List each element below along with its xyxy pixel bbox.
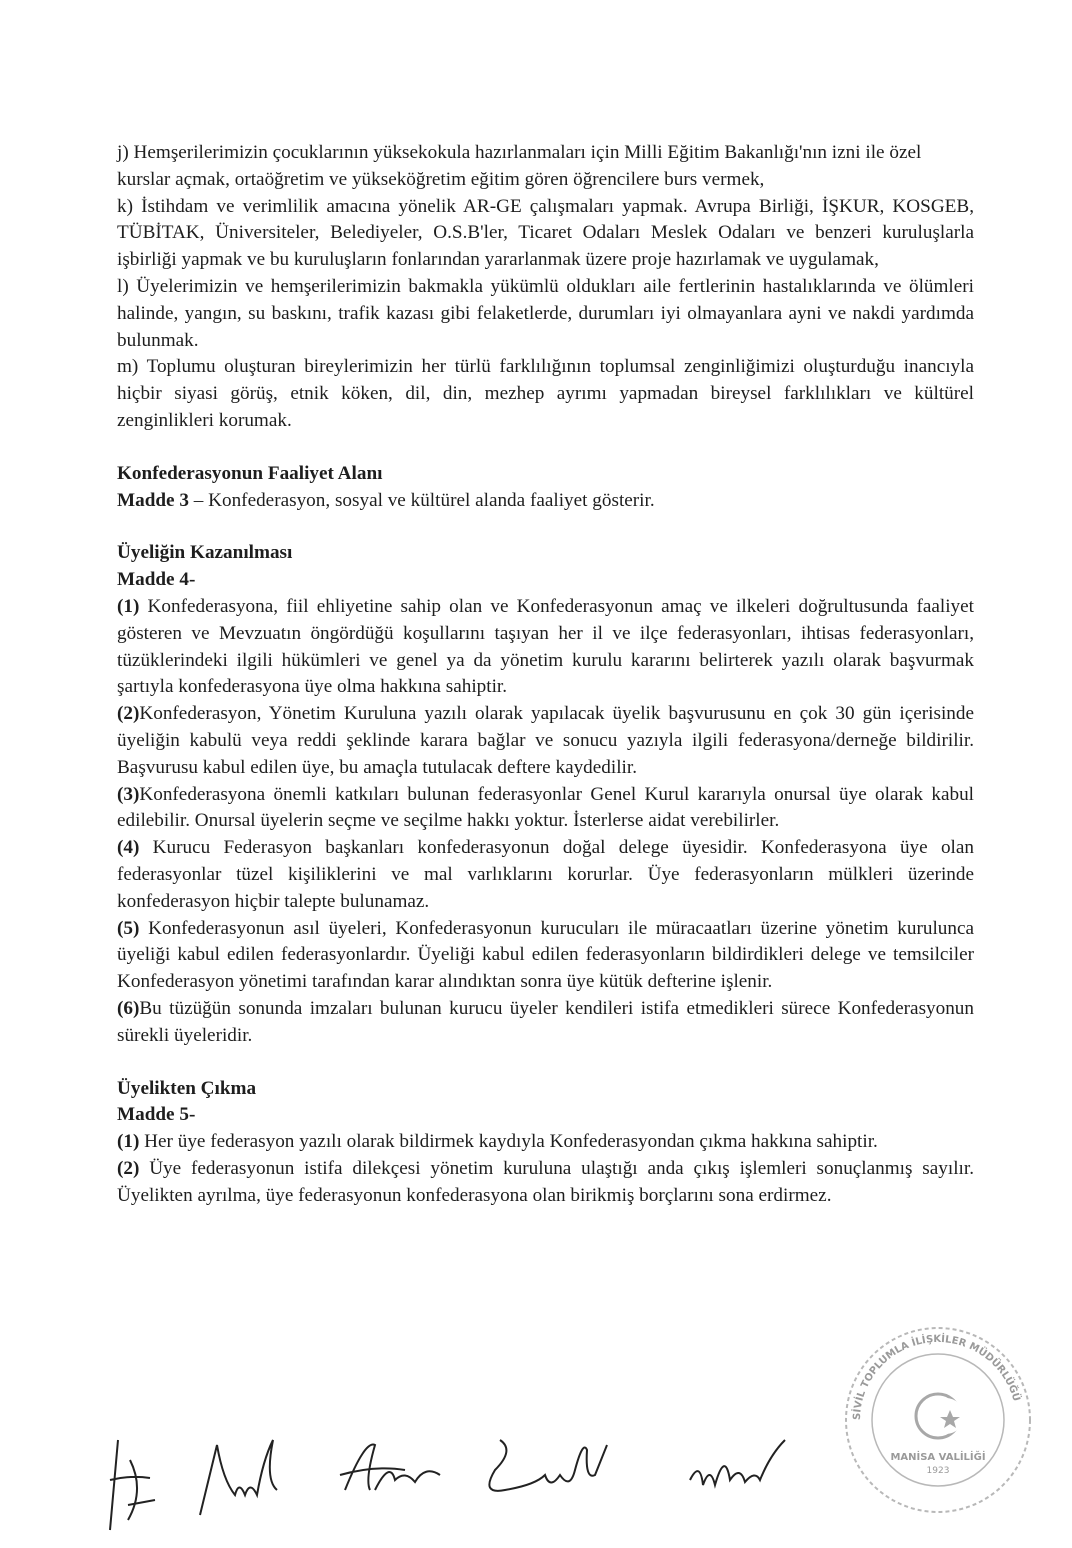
- signature-2: [195, 1420, 285, 1540]
- section-madde-5: [117, 1076, 974, 1210]
- madde-4-item-5: [117, 916, 974, 996]
- item-text: Konfederasyon, Yönetim Kuruluna yazılı olarak yapılacak üyelik başvurusunu en çok 30 gün içerisinde üyeliğin kabulü veya reddi şeklinde karara bağlar ve sonucu yazıyla ilgili federasyona/derneğe bildirilir. Başvurusu kabul edilen üye, bu amaçla tutulacak deftere kaydedilir.: [117, 703, 974, 778]
- paragraph-m: m) Toplumu oluşturan bireylerimizin her türlü farklılığının toplumsal zenginliğimizi oluşturduğu inancıyla hiçbir siyasi görüş, etnik köken, dil, din, mezhep ayrımı yapmadan bireysel farklılıkları ve kültürel zenginlikleri korumak.: [117, 356, 974, 431]
- madde-5-item-1: [117, 1129, 974, 1156]
- stamp-year: 1923: [926, 1466, 950, 1476]
- madde-5-label: Madde 5-: [117, 1104, 196, 1126]
- item-text: Konfederasyonun asıl üyeleri, Konfederasyonun kurucuları ile müracaatları üzerine yönetim kurulunca üyeliği kabul edilen federasyonlardır. Üyeliği kabul edilen federasyonların bildirdikleri delege ve temsilciler Konfederasyon yönetimi tarafından karar alındıktan sonra üye kütük defterine işlenir.: [117, 917, 974, 993]
- item-text: Konfederasyona önemli katkıları bulunan federasyonlar Genel Kurul kararıyla onursal üye olarak kabul edilebilir. Onursal üyelerin seçme ve seçilme hakkı yoktur. İsterlerse aidat verebilirler.: [117, 783, 974, 832]
- item-number: (3): [117, 783, 140, 805]
- document-body: [117, 140, 974, 1209]
- item-number: (2): [117, 703, 140, 725]
- official-stamp: [838, 1320, 1038, 1520]
- paragraph-j: j) Hemşerilerimizin çocuklarının yüksekokula hazırlanmaları için Milli Eğitim Bakanlığı'nın izni ile özel kurslar açmak, ortaöğretim ve yükseköğretim eğitim gören öğrencilere burs vermek,: [117, 142, 922, 190]
- section-heading-faaliyet: Konfederasyonun Faaliyet Alanı: [117, 462, 383, 484]
- madde-4-item-1: [117, 594, 974, 701]
- madde-3-label: Madde 3: [117, 489, 189, 511]
- madde-4-item-3: [117, 782, 974, 836]
- paragraph-k: k) İstihdam ve verimlilik amacına yönelik AR-GE çalışmaları yapmak. Avrupa Birliği, İŞKUR, KOSGEB, TÜBİTAK, Üniversiteler, Belediyeler, O.S.B'ler, Ticaret Odaları Meslek Odaları ve benzeri kuruluşlarla işbirliği yapmak ve bu kuruluşların fonlarından yararlanmak üzere proje hazırlamak ve uygulamak,: [117, 195, 974, 271]
- signature-5: [685, 1420, 795, 1540]
- item-text: Kurucu Federasyon başkanları konfederasyonun doğal delege üyesidir. Konfederasyona üye olan federasyonlar tüzel kişiliklerini ve mal varlıklarını korurlar. Üye federasyonların mülkleri üzerinde konfederasyon hiçbir talepte bulunamaz.: [117, 837, 974, 912]
- item-text: Konfederasyona, fiil ehliyetine sahip olan ve Konfederasyonun amaç ve ilkeleri doğrultusunda faaliyet gösteren ve Mevzuatın öngördüğü koşullarını taşıyan her il ve ilçe federasyonları, ihtisas federasyonları, tüzüklerindeki ilgili hükümleri ve genel ya da yönetim kurulu kararını belirterek yazılı olarak başvurmak şartıyla konfederasyona üye olma hakkına sahiptir.: [117, 595, 974, 698]
- madde-3-text: [117, 488, 974, 515]
- paragraph-l: l) Üyelerimizin ve hemşerilerimizin bakmakla yükümlü oldukları aile fertlerinin hastalıklarında ve ölümleri halinde, yangın, su baskını, trafik kazası gibi felaketlerde, durumları iyi olmayanlara ayni ve nakdi yardımda bulunmak.: [117, 275, 974, 351]
- stamp-inner-text: MANİSA VALİLİĞİ: [890, 1452, 986, 1463]
- item-number: (6): [117, 997, 140, 1019]
- madde-4-item-2: [117, 701, 974, 781]
- signature-4: [475, 1420, 615, 1540]
- madde-4-label: Madde 4-: [117, 569, 196, 591]
- madde-4-item-6: [117, 996, 974, 1050]
- item-text: Üye federasyonun istifa dilekçesi yönetim kuruluna ulaştığı anda çıkış işlemleri sonuçlanmış sayılır. Üyelikten ayrılma, üye federasyonun konfederasyona olan birikmiş borçlarını sona erdirmez.: [117, 1157, 974, 1206]
- item-text: Her üye federasyon yazılı olarak bildirmek kaydıyla Konfederasyondan çıkma hakkına sahiptir.: [139, 1131, 878, 1153]
- madde-5-item-2: [117, 1156, 974, 1210]
- item-number: (4): [117, 837, 140, 859]
- item-number: (1): [117, 1131, 140, 1153]
- item-text: Bu tüzüğün sonunda imzaları bulunan kurucu üyeler kendileri istifa etmedikleri sürece Konfederasyonun sürekli üyeleridir.: [117, 997, 974, 1046]
- signature-3: [335, 1420, 445, 1540]
- item-number: (5): [117, 917, 140, 939]
- item-number: (2): [117, 1157, 140, 1179]
- stamp-ring-text: SİVİL TOPLUMLA İLİŞKİLER MÜDÜRLÜĞÜ: [851, 1333, 1022, 1421]
- madde-4-item-4: [117, 835, 974, 915]
- section-heading-uyelik-kazanilmasi: Üyeliğin Kazanılması: [117, 542, 293, 564]
- signature-1: [100, 1420, 160, 1540]
- section-madde-3: [117, 461, 974, 515]
- section-madde-4: [117, 540, 974, 1049]
- madde-3-body: – Konfederasyon, sosyal ve kültürel alanda faaliyet gösterir.: [188, 489, 655, 511]
- item-number: (1): [117, 595, 140, 617]
- section-heading-uyelikten-cikma: Üyelikten Çıkma: [117, 1077, 257, 1099]
